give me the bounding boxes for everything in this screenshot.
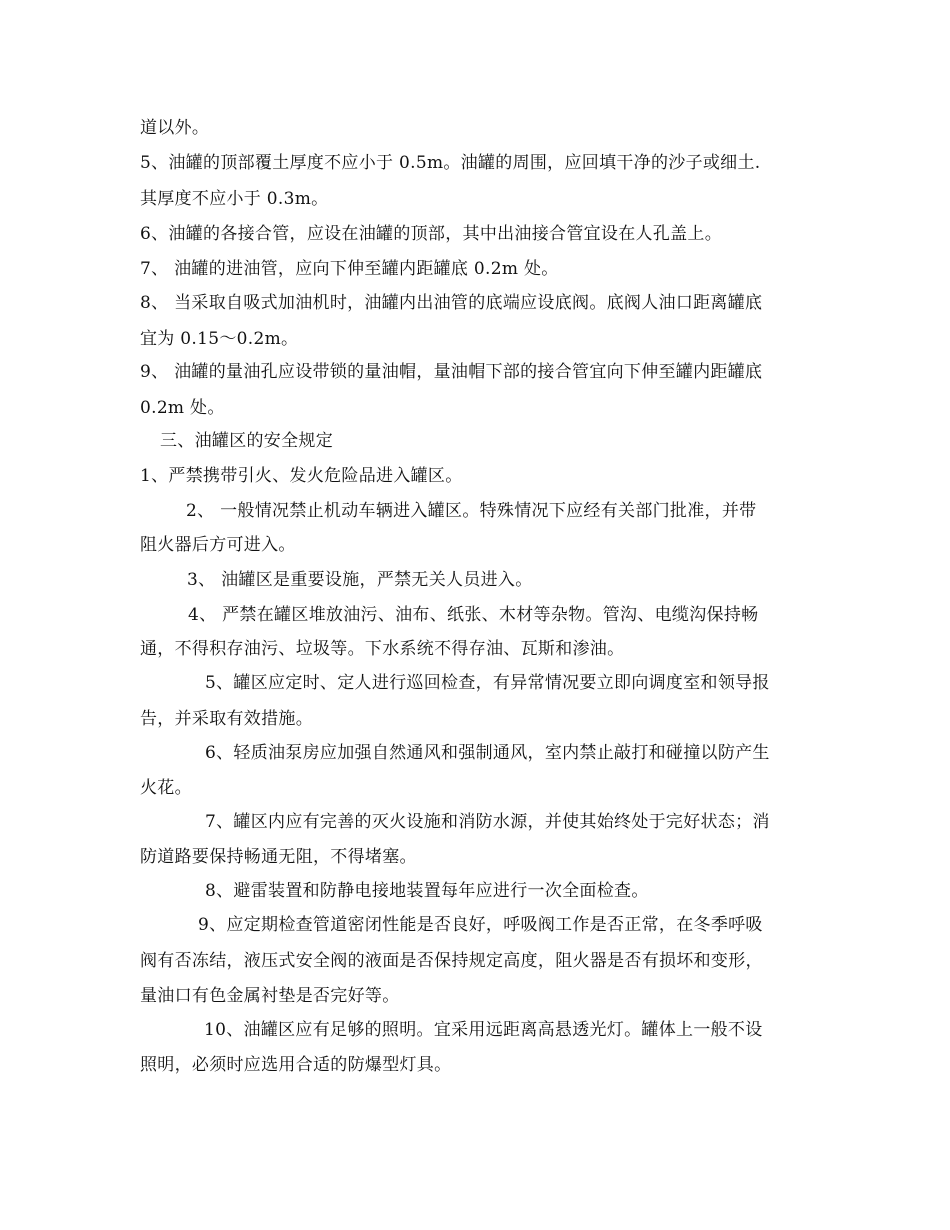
text-line: 道以外。 [140,118,210,138]
text-line: 防道路要保持畅通无阻，不得堵塞。 [140,847,417,867]
text-line: 照明，必须时应选用合适的防爆型灯具。 [140,1055,452,1075]
text-line: 4、 严禁在罐区堆放油污、油布、纸张、木材等杂物。管沟、电缆沟保持畅 [188,605,759,625]
text-line: 8、避雷装置和防静电接地装置每年应进行一次全面检查。 [205,881,649,901]
text-line: 2、 一般情况禁止机动车辆进入罐区。特殊情况下应经有关部门批准，并带 [186,501,757,521]
text-line: 5、油罐的顶部覆土厚度不应小于 0.5m。油罐的周围，应回填干净的沙子或细土. [140,153,761,173]
text-line: 9、 油罐的量油孔应设带锁的量油帽，量油帽下部的接合管宜向下伸至罐内距罐底 [140,362,763,382]
text-line: 9、应定期检查管道密闭性能是否良好，呼吸阀工作是否正常，在冬季呼吸 [198,915,763,935]
text-line: 阻火器后方可进入。 [140,535,296,555]
text-line: 告，并采取有效措施。 [140,709,313,729]
text-line: 10、油罐区应有足够的照明。宜采用远距离高悬透光灯。罐体上一般不设 [204,1020,763,1040]
text-line: 8、 当采取自吸式加油机时，油罐内出油管的底端应设底阀。底阀人油口距离罐底 [140,293,763,313]
text-line: 量油口有色金属衬垫是否完好等。 [140,986,400,1006]
text-line: 7、罐区内应有完善的灭火设施和消防水源，并使其始终处于完好状态；消 [205,812,770,832]
text-line: 1、严禁携带引火、发火危险品进入罐区。 [140,466,463,486]
text-line: 5、罐区应定时、定人进行巡回检查，有异常情况要立即向调度室和领导报 [205,673,770,693]
text-line: 7、 油罐的进油管，应向下伸至罐内距罐底 0.2m 处。 [140,259,559,279]
text-line: 6、轻质油泵房应加强自然通风和强制通风，室内禁止敲打和碰撞以防产生 [205,743,770,763]
text-line: 其厚度不应小于 0.3m。 [140,189,329,209]
text-line: 通，不得积存油污、垃圾等。下水系统不得存油、瓦斯和渗油。 [140,639,625,659]
section-heading: 三、油罐区的安全规定 [160,431,333,451]
text-line: 阀有否冻结，液压式安全阀的液面是否保持规定高度，阻火器是否有损坏和变形， [140,951,763,971]
text-line: 0.2m 处。 [140,398,225,418]
text-line: 宜为 0.15～0.2m。 [140,329,299,349]
text-line: 6、油罐的各接合管，应设在油罐的顶部，其中出油接合管宜设在人孔盖上。 [140,224,723,244]
text-line: 3、 油罐区是重要设施，严禁无关人员进入。 [187,570,533,590]
text-line: 火花。 [140,778,192,798]
